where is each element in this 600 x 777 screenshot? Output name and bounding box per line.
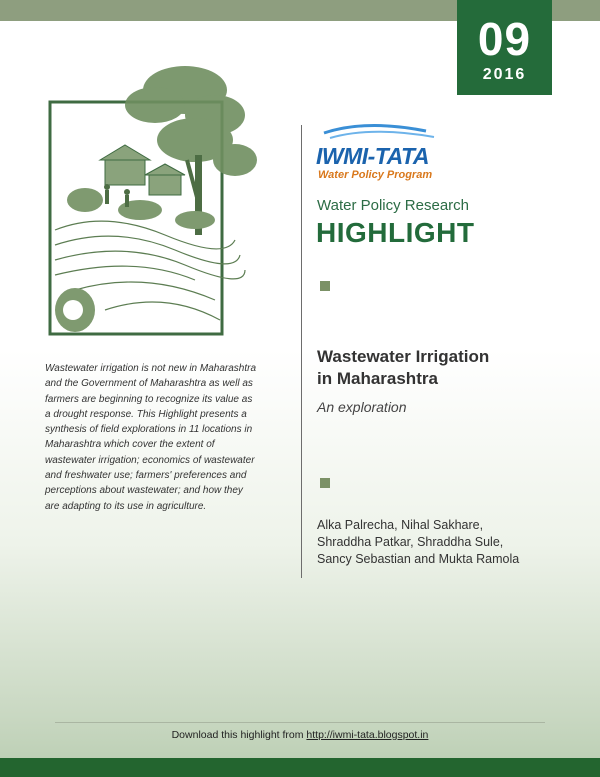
footer-divider (55, 722, 545, 723)
series-label: Water Policy Research (317, 197, 469, 214)
download-text: Download this highlight from (171, 729, 304, 741)
column-divider (301, 125, 302, 578)
download-note (0, 729, 600, 741)
cover-illustration (45, 60, 260, 338)
issue-number: 09 (477, 13, 532, 65)
title-line: in Maharashtra (317, 369, 438, 388)
issue-badge (457, 0, 552, 95)
document-subtitle: An exploration (317, 399, 407, 415)
abstract-text: Wastewater irrigation is not new in Maharashtra and the Government of Maharashtra as well as farmers are beginning to recognize its value as a drought response. This Highlight presents a synthesis of field explorations in 11 locations in Maharashtra which cover the extent of wastewater irrigation; economics of wastewater and freshwater use; farmers' preferences and perceptions about wastewater; and how they are adapting to its use in agriculture. (45, 363, 257, 512)
bullet-square (320, 478, 330, 488)
title-line: Wastewater Irrigation (317, 347, 490, 366)
author-line: Shraddha Patkar, Shraddha Sule, (317, 535, 504, 549)
author-line: Sancy Sebastian and Mukta Ramola (317, 552, 520, 566)
authors (317, 517, 577, 568)
series-type: HIGHLIGHT (316, 217, 475, 248)
document-title (317, 346, 577, 390)
author-line: Alka Palrecha, Nihal Sakhare, (317, 518, 484, 532)
bottom-band (0, 758, 600, 777)
issue-year: 2016 (482, 66, 527, 83)
logo-subtitle: Water Policy Program (318, 169, 433, 181)
download-link[interactable]: http://iwmi-tata.blogspot.in (306, 729, 429, 741)
logo-title: IWMI-TATA (316, 143, 430, 169)
bullet-square (320, 281, 330, 291)
